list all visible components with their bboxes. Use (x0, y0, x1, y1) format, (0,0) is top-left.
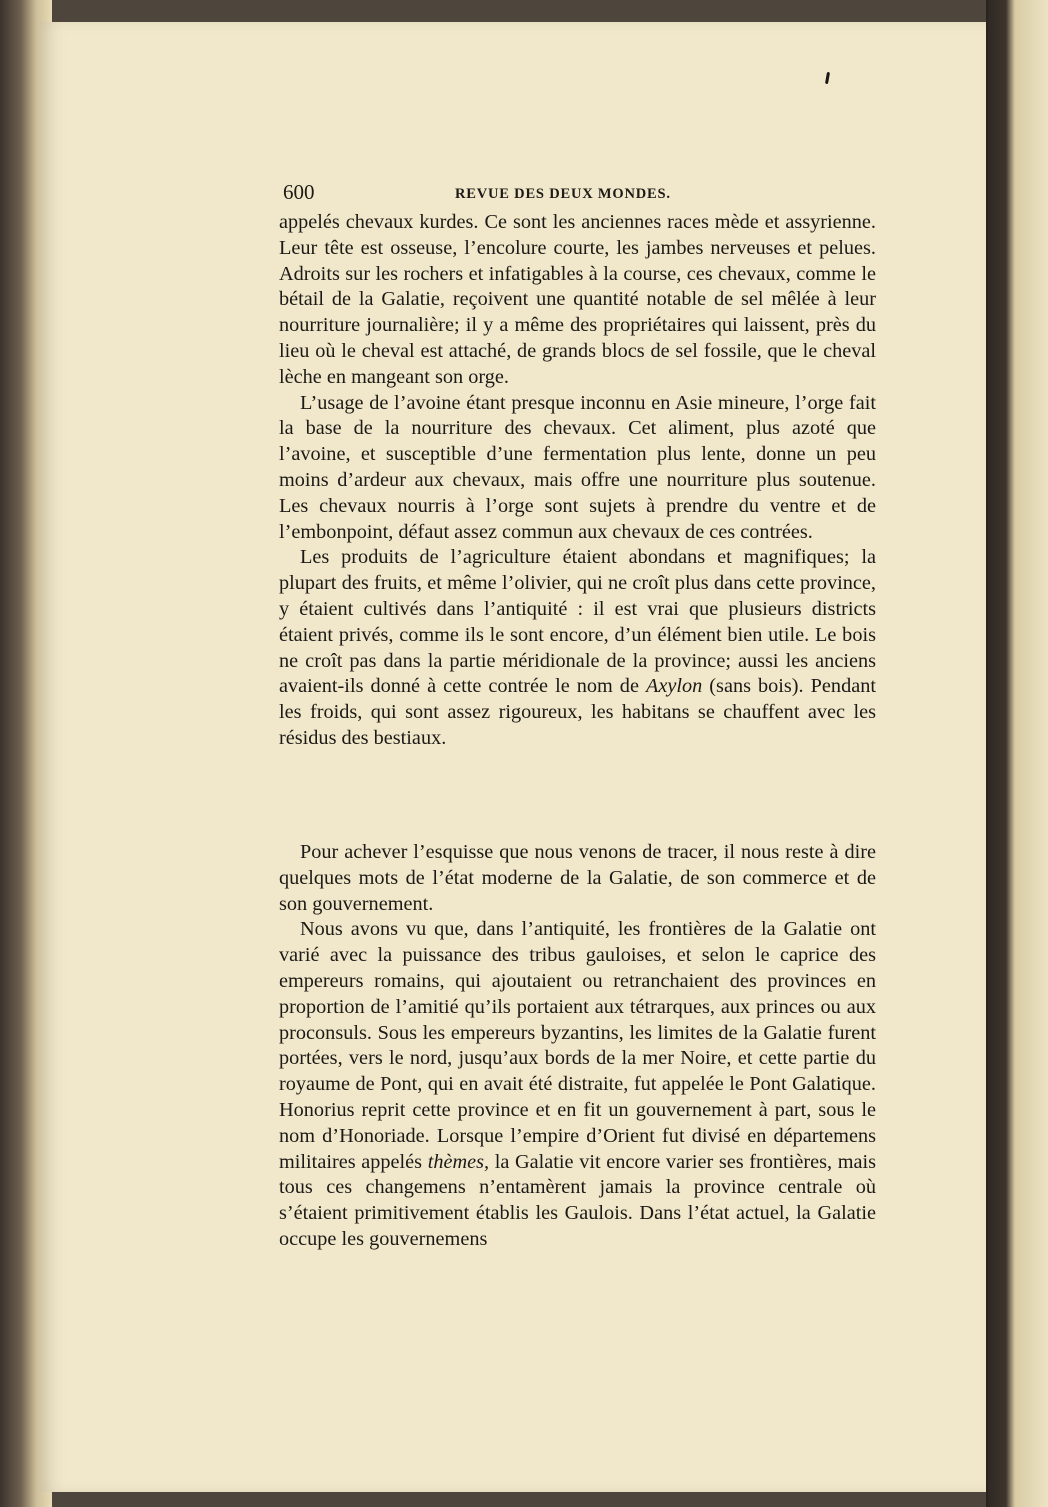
paragraph-4: Pour achever l’esquisse que nous venons de tracer, il nous reste à dire quelques mots de l’état moderne de la Galatie, de son commerce et de son gouvernement. (279, 841, 876, 915)
paragraph-2: L’usage de l’avoine étant presque inconnu en Asie mineure, l’orge fait la base de la nourriture des chevaux. Cet aliment, plus azoté que l’avoine, et susceptible d’une fermentation plus lente, donne un peu moins d’ardeur aux chevaux, mais offre une nourriture plus soutenue. Les chevaux nourris à l’orge sont sujets à prendre du ventre et de l’embonpoint, défaut assez commun aux chevaux de ces contrées. (279, 391, 876, 543)
text-section-1 (279, 210, 876, 752)
paragraph-3-text-a: Les produits de l’agriculture étaient abondans et magnifiques; la plupart des fruits, et même l’olivier, qui ne croît plus dans cette province, y étaient cultivés dans l’antiquité : il est vrai que plusieurs districts étaient privés, comme ils le sont encore, d’un élément bien utile. Le bois ne croît pas dans la partie méridionale de la province; aussi les anciens avaient-ils donné à cette contrée le nom de (279, 546, 876, 698)
journal-title: REVUE DES DEUX MONDES. (455, 186, 671, 202)
paragraph-5-italic: thèmes, (427, 1150, 490, 1173)
paragraph-3-italic: Axylon (645, 675, 703, 698)
paragraph-3 (279, 545, 876, 751)
paragraph-5-text-b: la Galatie vit encore varier ses frontières, mais tous ces changemens n’entamèrent jamais la province centrale où s’étaient primitivement établis les Gaulois. Dans l’état actuel, la Galatie occupe les gouvernemens (279, 1150, 876, 1250)
running-head (283, 180, 883, 210)
right-page-edge (988, 0, 1048, 1507)
paragraph-5 (279, 917, 876, 1252)
paragraph-1: appelés chevaux kurdes. Ce sont les anciennes races mède et assyrienne. Leur tête est osseuse, l’encolure courte, les jambes nerveuses et pelues. Adroits sur les rochers et infatigables à la course, ces chevaux, comme le bétail de la Galatie, reçoivent une quantité notable de sel mêlée à leur nourriture journalière; il y a même des propriétaires qui laissent, près du lieu où le cheval est attaché, de grands blocs de sel fossile, que le cheval lèche en mangeant son orge. (279, 211, 876, 388)
page-number: 600 (283, 180, 315, 204)
paragraph-5-text-a: Nous avons vu que, dans l’antiquité, les frontières de la Galatie ont varié avec la puissance des tribus gauloises, et selon le caprice des empereurs romains, qui ajoutaient ou retranchaient des provinces en proportion de l’amitié qu’ils portaient aux tétrarques, aux princes ou aux proconsuls. Sous les empereurs byzantins, les limites de la Galatie furent portées, vers le nord, jusqu’aux bords de la mer Noire, et cette partie du royaume de Pont, qui en avait été distraite, fut appelée le Pont Galatique. Honorius reprit cette province et en fit un gouvernement à part, sous le nom d’Honoriade. Lorsque l’empire d’Orient fut divisé en départemens militaires appelés (279, 918, 876, 1173)
text-section-2 (279, 840, 876, 1253)
paragraph-3-text-b: (sans bois). Pendant les froids, qui sont assez rigoureux, les habitans se chauffent avec les résidus des bestiaux. (279, 675, 876, 749)
